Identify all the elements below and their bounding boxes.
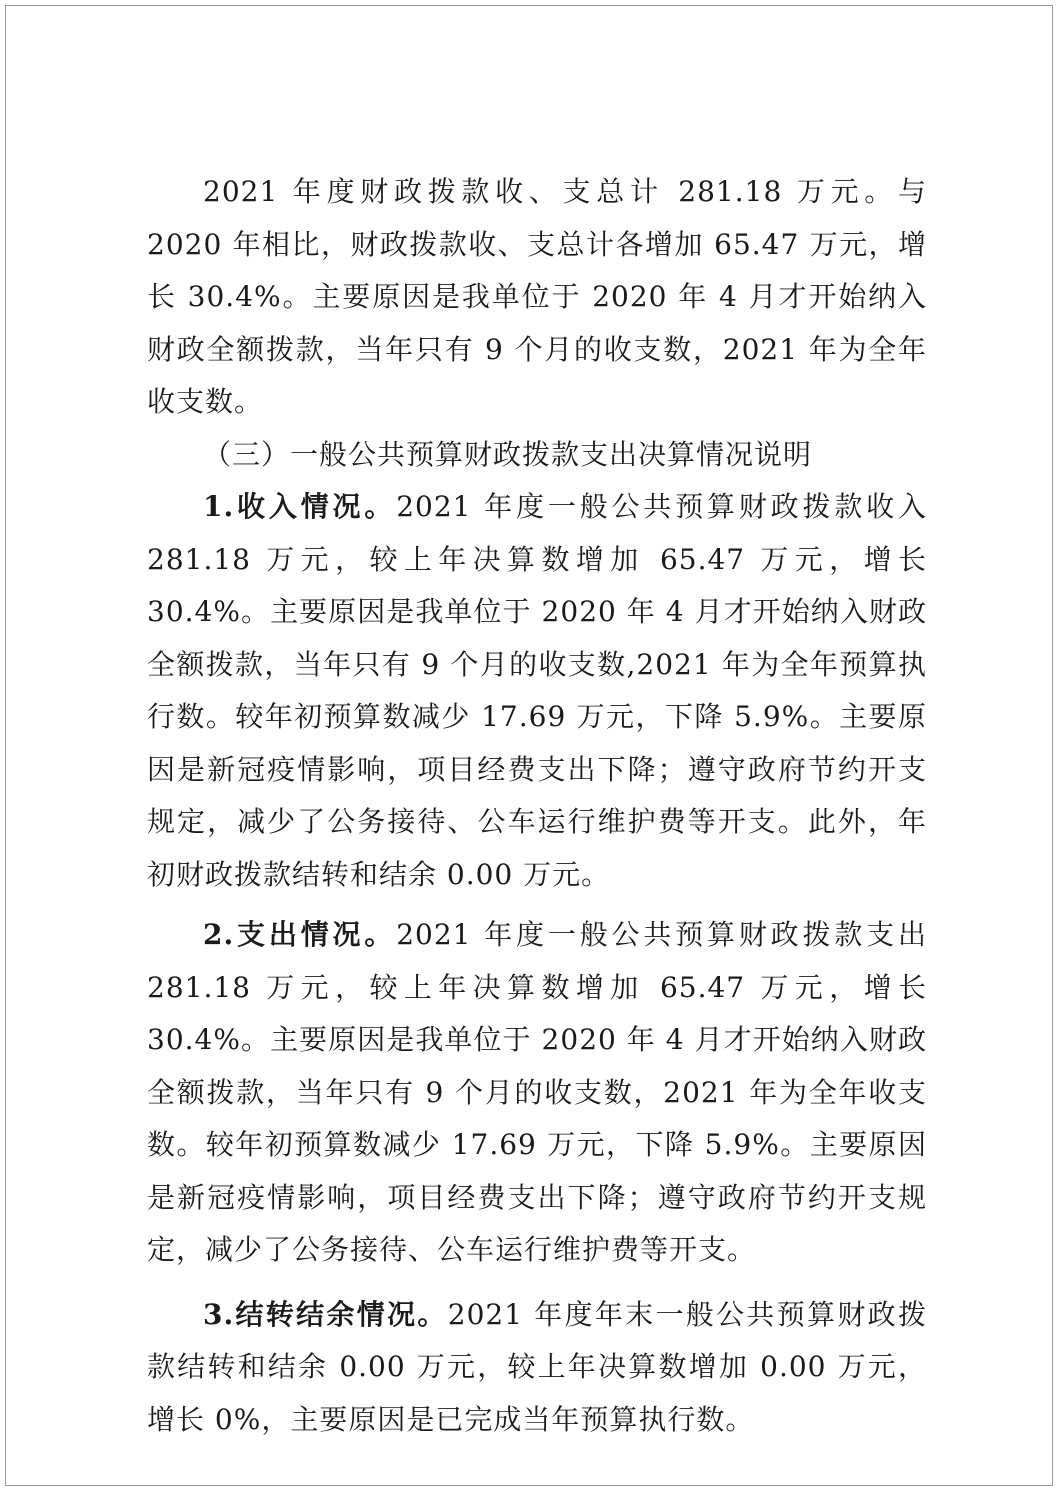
expense-text: 2021 年度一般公共预算财政拨款支出 281.18 万元，较上年决算数增加 65.47 万元，增长 30.4%。主要原因是我单位于 2020 年 4 月才开始纳入财政全额拨款，当年只有 9 个月的收支数，2021 年为全年收支数。较年初预算数减少 17.69 万元，下降 5.9%。主要原因是新冠疫情影响，项目经费支出下降；遵守政府节约开支规定，减少了公务接待、公车运行维护费等开支。 — [147, 918, 927, 1266]
document-page — [5, 5, 1053, 1486]
paragraph-income — [147, 481, 927, 901]
expense-lead: 2.支出情况。 — [203, 918, 397, 951]
section-heading — [147, 429, 927, 482]
section-heading-text: （三）一般公共预算财政拨款支出决算情况说明 — [203, 437, 813, 471]
carryover-lead: 3.结转结余情况。 — [203, 1297, 448, 1331]
paragraph-fiscal-total-text: 2021 年度财政拨款收、支总计 281.18 万元。与 2020 年相比，财政拨款收、支总计各增加 65.47 万元，增长 30.4%。主要原因是我单位于 2020 年 4 月才开始纳入财政全额拨款，当年只有 9 个月的收支数，2021 年为全年收支数。 — [147, 175, 927, 418]
carryover-text: 2021 年度年末一般公共预算财政拨款结转和结余 0.00 万元，较上年决算数增加 0.00 万元，增长 0%，主要原因是已完成当年预算执行数。 — [147, 1297, 927, 1436]
document-body — [147, 166, 927, 1446]
paragraph-expense — [147, 909, 927, 1277]
income-text: 2021 年度一般公共预算财政拨款收入 281.18 万元，较上年决算数增加 65.47 万元，增长 30.4%。主要原因是我单位于 2020 年 4 月才开始纳入财政全额拨款，当年只有 9 个月的收支数,2021 年为全年预算执行数。较年初预算数减少 17.69 万元，下降 5.9%。主要原因是新冠疫情影响，项目经费支出下降；遵守政府节约开支规定，减少了公务接待、公车运行维护费等开支。此外，年初财政拨款结转和结余 0.00 万元。 — [147, 490, 927, 891]
paragraph-fiscal-total — [147, 166, 927, 429]
income-lead: 1.收入情况。 — [203, 490, 397, 523]
paragraph-carryover — [147, 1289, 927, 1447]
